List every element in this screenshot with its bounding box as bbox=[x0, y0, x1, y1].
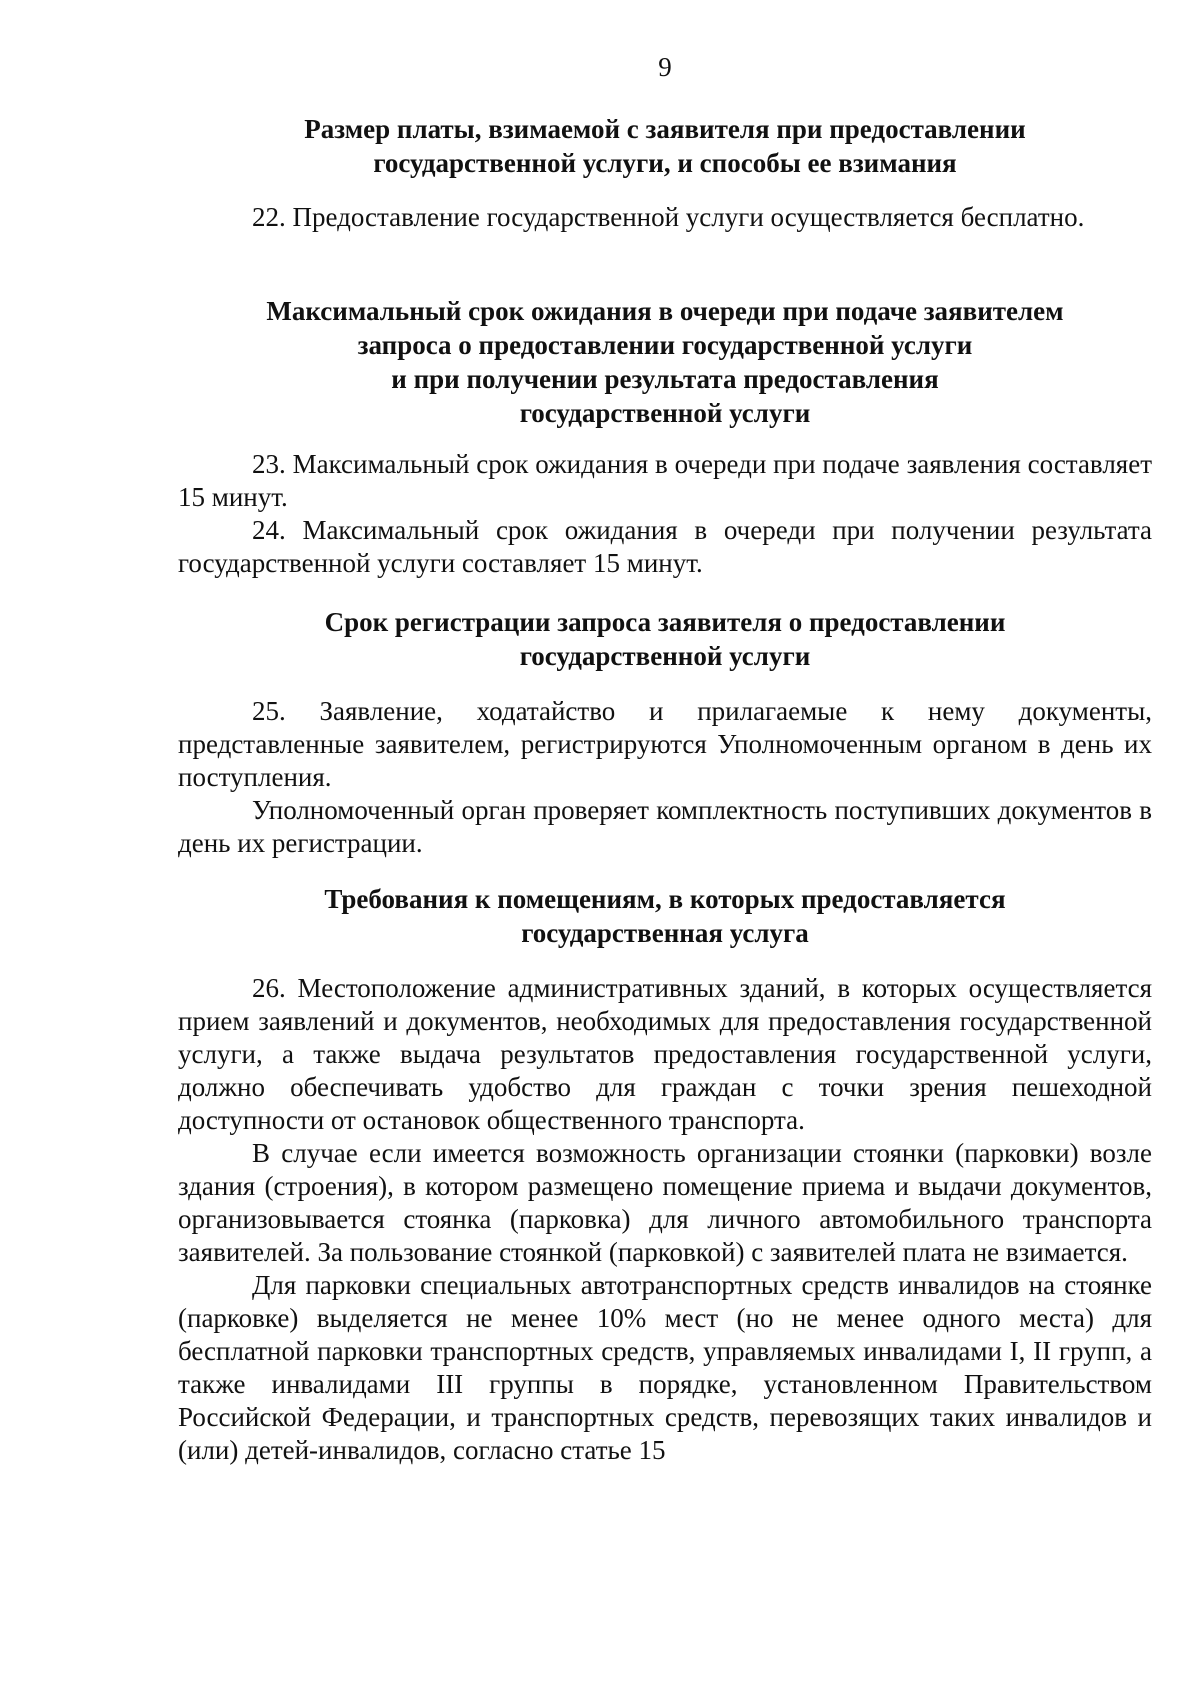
heading-line: государственная услуга bbox=[521, 918, 809, 948]
paragraph: 24. Максимальный срок ожидания в очереди при получении результата государственной услуги составляет 15 минут. bbox=[178, 515, 1152, 578]
heading-line: государственной услуги, и способы ее взимания bbox=[373, 148, 957, 178]
heading-line: и при получении результата предоставления bbox=[391, 364, 939, 394]
section-premises bbox=[178, 882, 1152, 950]
section-heading bbox=[178, 605, 1152, 673]
section-waiting bbox=[178, 294, 1152, 430]
paragraph: Для парковки специальных автотранспортных средств инвалидов на стоянке (парковке) выделяется не менее 10% мест (но не менее одного места) для бесплатной парковки транспортных средств, управляемых инвалидами I, II групп, а также инвалидами III группы в порядке, установленном Правительством Российской Федерации, и транспортных средств, перевозящих таких инвалидов и (или) детей-инвалидов, согласно статье 15 bbox=[178, 1270, 1152, 1465]
section-premises-body bbox=[178, 972, 1152, 1467]
paragraph: Уполномоченный орган проверяет комплектность поступивших документов в день их регистрации. bbox=[178, 795, 1152, 858]
section-fee bbox=[178, 112, 1152, 180]
heading-line: Максимальный срок ожидания в очереди при подаче заявителем bbox=[266, 296, 1064, 326]
section-heading bbox=[178, 294, 1152, 430]
page-number: 9 bbox=[658, 52, 672, 82]
section-waiting-body bbox=[178, 448, 1152, 580]
paragraph: В случае если имеется возможность организации стоянки (парковки) возле здания (строения), в котором размещено помещение приема и выдачи документов, организовывается стоянка (парковка) для личного автомобильного транспорта заявителей. За пользование стоянкой (парковкой) с заявителей плата не взимается. bbox=[178, 1138, 1152, 1267]
heading-line: государственной услуги bbox=[519, 398, 811, 428]
section-heading bbox=[178, 882, 1152, 950]
section-registration bbox=[178, 605, 1152, 673]
paragraph: 26. Местоположение административных зданий, в которых осуществляется прием заявлений и документов, необходимых для предоставления государственной услуги, а также выдача результатов предоставления государственной услуги, должно обеспечивать удобство для граждан с точки зрения пешеходной доступности от остановок общественного транспорта. bbox=[178, 973, 1152, 1135]
heading-line: государственной услуги bbox=[519, 641, 811, 671]
paragraph: 22. Предоставление государственной услуги осуществляется бесплатно. bbox=[252, 202, 1085, 232]
section-registration-body bbox=[178, 695, 1152, 860]
heading-line: Размер платы, взимаемой с заявителя при предоставлении bbox=[304, 114, 1026, 144]
heading-line: Требования к помещениям, в которых предоставляется bbox=[324, 884, 1006, 914]
section-heading bbox=[178, 112, 1152, 180]
section-fee-body bbox=[178, 201, 1152, 234]
heading-line: запроса о предоставлении государственной услуги bbox=[357, 330, 973, 360]
paragraph: 23. Максимальный срок ожидания в очереди при подаче заявления составляет 15 минут. bbox=[178, 449, 1152, 512]
paragraph: 25. Заявление, ходатайство и прилагаемые к нему документы, представленные заявителем, регистрируются Уполномоченным органом в день их поступления. bbox=[178, 696, 1152, 792]
heading-line: Срок регистрации запроса заявителя о предоставлении bbox=[324, 607, 1006, 637]
